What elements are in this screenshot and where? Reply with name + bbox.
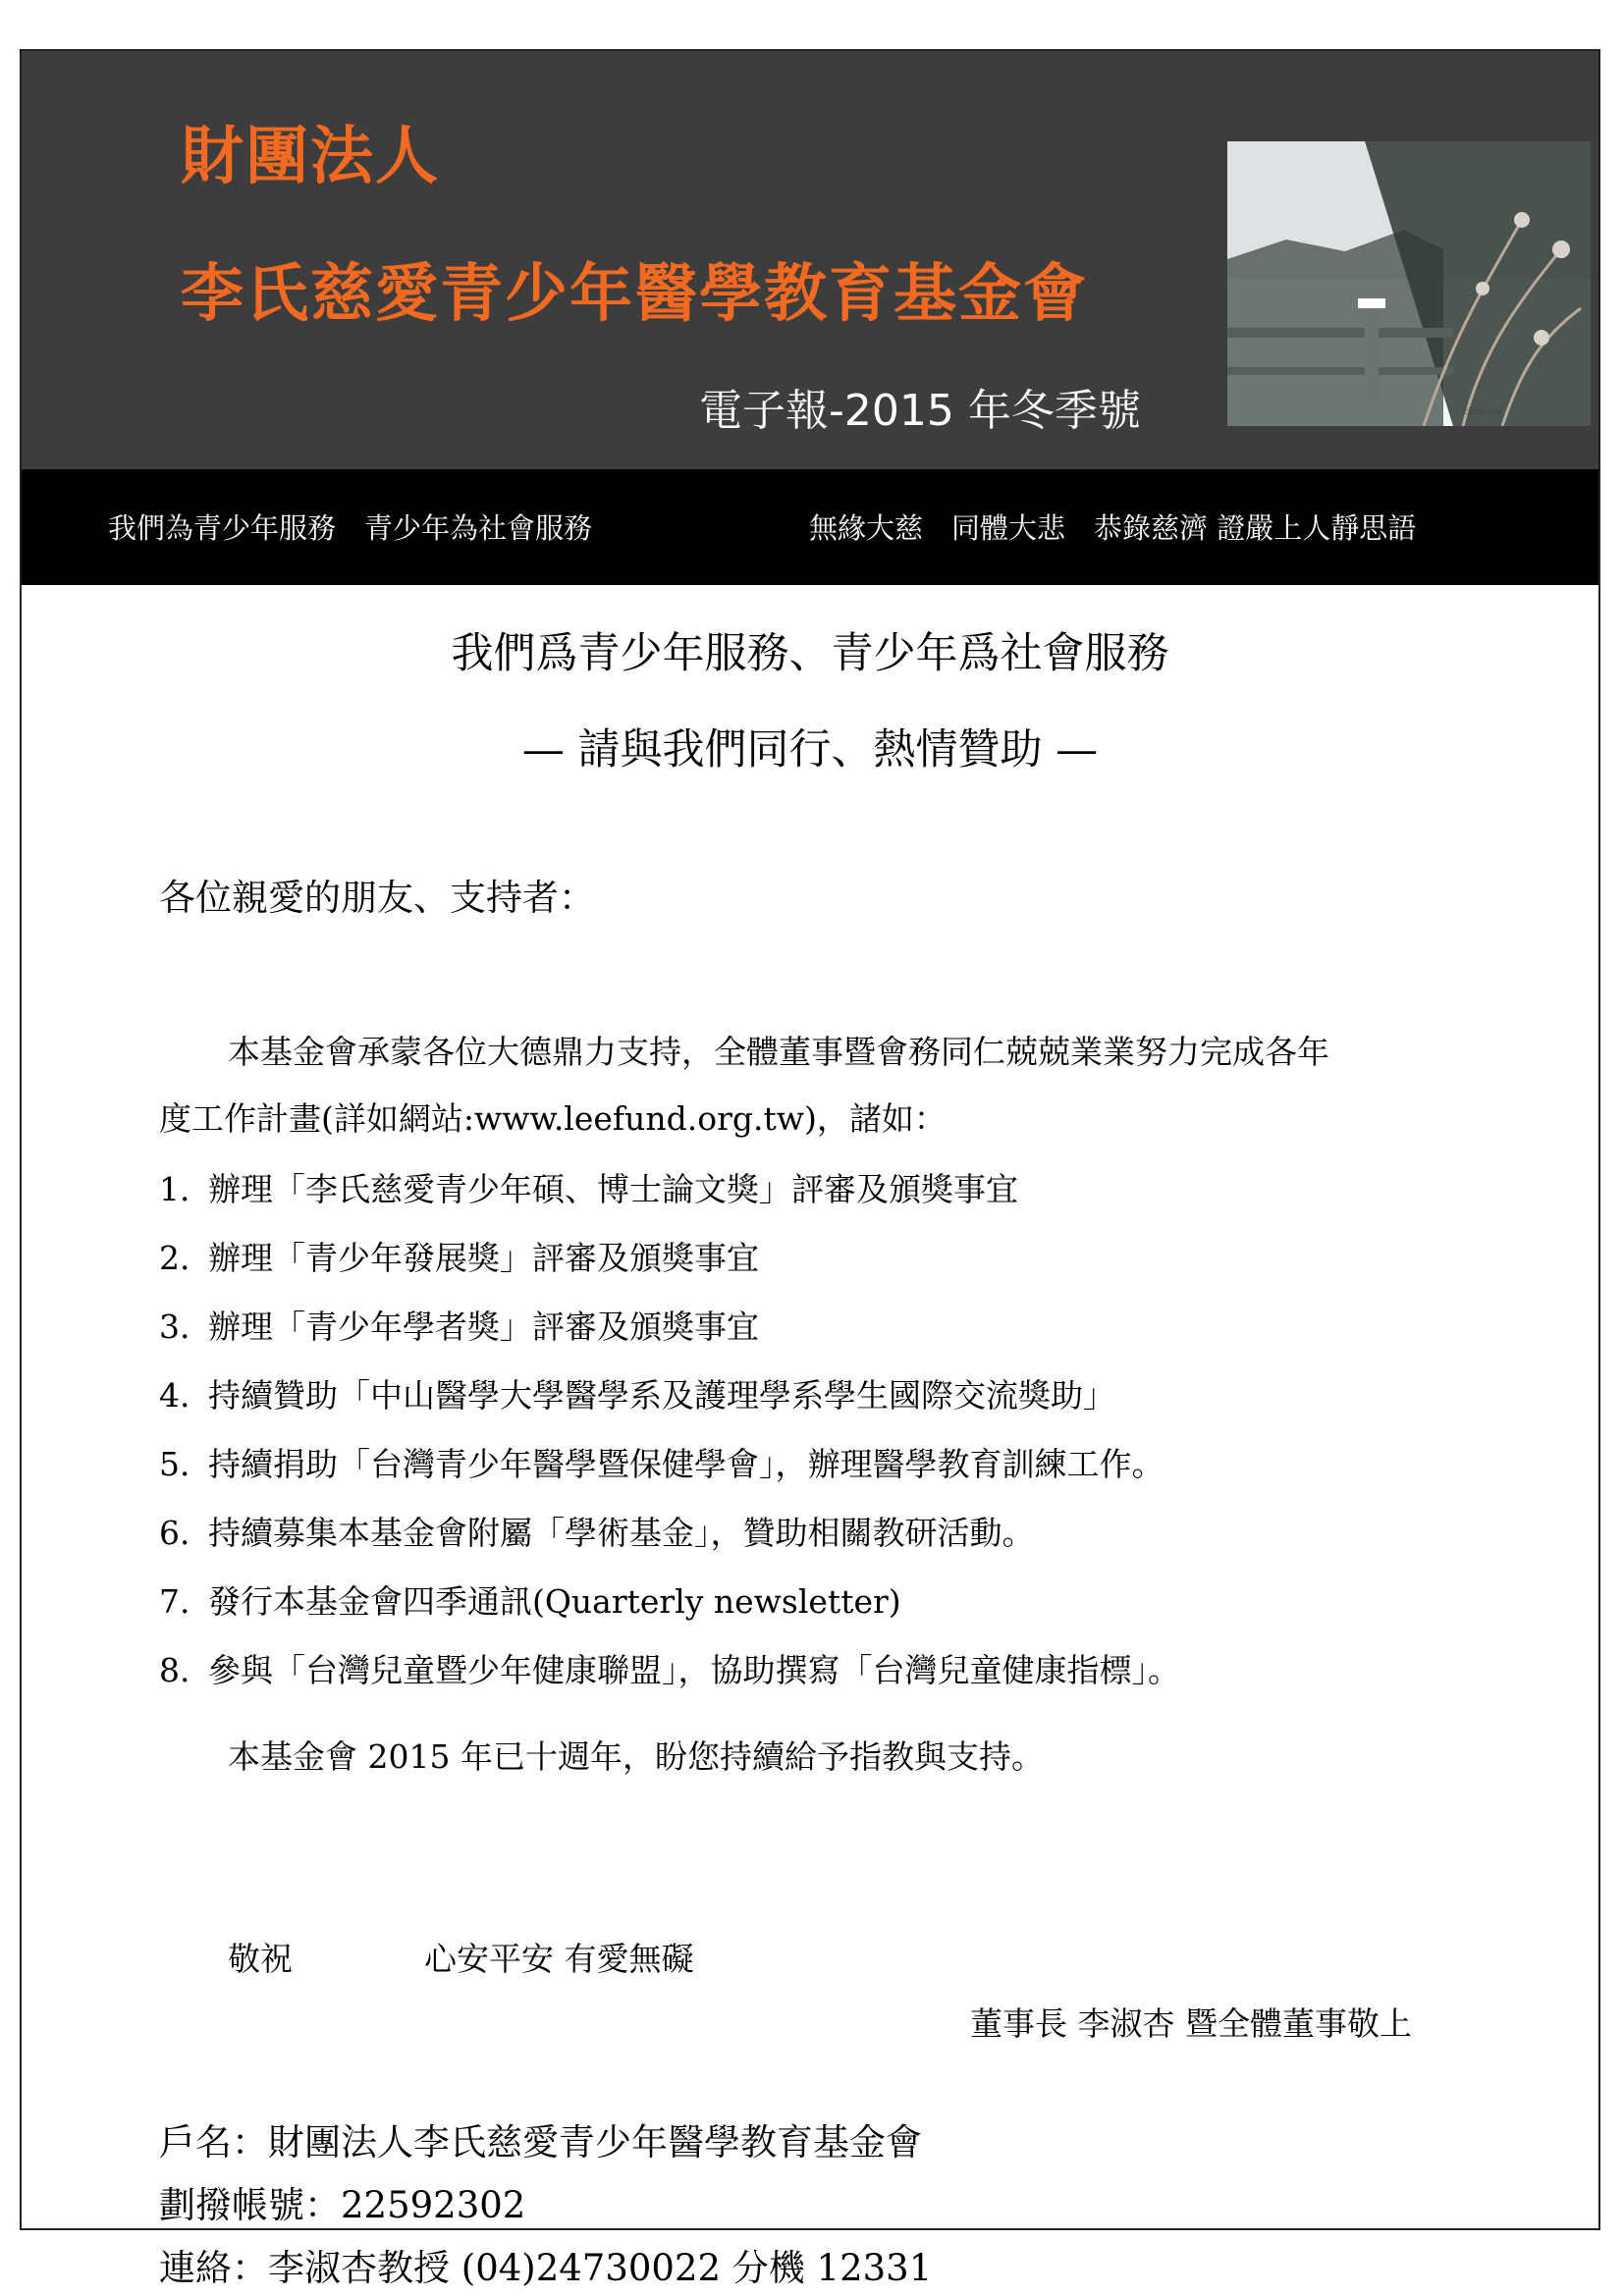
account-number: 劃撥帳號：22592302 — [159, 2184, 526, 2226]
contact-info: 連絡：李淑杏教授 (04)24730022 分機 12331 — [159, 2247, 933, 2289]
list-item — [159, 1302, 1180, 1370]
motto-right: 無緣大慈 同體大悲 恭錄慈濟 證嚴上人靜思語 — [809, 511, 1417, 545]
list-item-number: 8. — [159, 1651, 190, 1689]
list-item — [159, 1164, 1180, 1233]
letter-signature: 董事長 李淑杏 暨全體董事敬上 — [970, 2004, 1412, 2043]
letter-regards: 敬祝 — [228, 1940, 293, 1978]
list-item-text: 辦理「青少年學者獎」評審及頒獎事宜 — [208, 1308, 759, 1346]
edition-label: 電子報-2015 年冬季號 — [699, 386, 1141, 436]
list-item-text: 持續贊助「中山醫學大學醫學系及護理學系學生國際交流獎助」 — [208, 1376, 1115, 1415]
list-item-number: 4. — [159, 1376, 190, 1415]
list-item-text: 持續捐助「台灣青少年醫學暨保健學會」，辦理醫學教育訓練工作。 — [208, 1445, 1164, 1483]
list-item — [159, 1370, 1180, 1439]
main-title: 我們爲青少年服務、青少年爲社會服務 — [451, 629, 1169, 678]
letter-closing-paragraph: 本基金會 2015 年已十週年，盼您持續給予指教與支持。 — [228, 1737, 1044, 1776]
motto-banner — [22, 469, 1598, 585]
letter-intro-line2: 度工作計畫(詳如網站:www.leefund.org.tw)，諸如： — [159, 1099, 947, 1138]
newsletter-page — [20, 49, 1600, 2289]
winter-photo — [1227, 141, 1591, 426]
list-item-number: 3. — [159, 1308, 190, 1346]
list-item-text: 發行本基金會四季通訊(Quarterly newsletter) — [208, 1582, 901, 1621]
list-item — [159, 1439, 1180, 1508]
header — [22, 51, 1598, 469]
list-item — [159, 1645, 1180, 1714]
motto-left: 我們為青少年服務 青少年為社會服務 — [108, 511, 593, 545]
list-item — [159, 1508, 1180, 1576]
list-item-number: 6. — [159, 1514, 190, 1552]
list-item-number: 7. — [159, 1582, 190, 1621]
list-item — [159, 1233, 1180, 1302]
work-items-list — [159, 1164, 1180, 1714]
list-item — [159, 1576, 1180, 1645]
org-name: 李氏慈愛青少年醫學教育基金會 — [181, 258, 1088, 331]
list-item-number: 5. — [159, 1445, 190, 1483]
sub-title: — 請與我們同行、熱情贊助 — — [521, 725, 1099, 774]
letter-intro-line1: 本基金會承蒙各位大德鼎力支持，全體董事暨會務同仁兢兢業業努力完成各年 — [228, 1033, 1329, 1071]
org-name-prefix: 財團法人 — [181, 121, 440, 193]
list-item-number: 2. — [159, 1239, 190, 1277]
letter-regards-wish: 心安平安 有愛無礙 — [424, 1940, 694, 1978]
list-item-text: 持續募集本基金會附屬「學術基金」，贊助相關教研活動。 — [208, 1514, 1035, 1552]
list-item-text: 參與「台灣兒童暨少年健康聯盟」，協助撰寫「台灣兒童健康指標」。 — [208, 1651, 1180, 1689]
letter-greeting: 各位親愛的朋友、支持者： — [159, 877, 595, 919]
list-item-text: 辦理「青少年發展獎」評審及頒獎事宜 — [208, 1239, 759, 1277]
photo-watermark: chris-life — [1463, 407, 1503, 417]
account-name: 戶名：財團法人李氏慈愛青少年醫學教育基金會 — [159, 2121, 922, 2163]
list-item-text: 辦理「李氏慈愛青少年碩、博士論文獎」評審及頒獎事宜 — [208, 1170, 1018, 1208]
list-item-number: 1. — [159, 1170, 190, 1208]
